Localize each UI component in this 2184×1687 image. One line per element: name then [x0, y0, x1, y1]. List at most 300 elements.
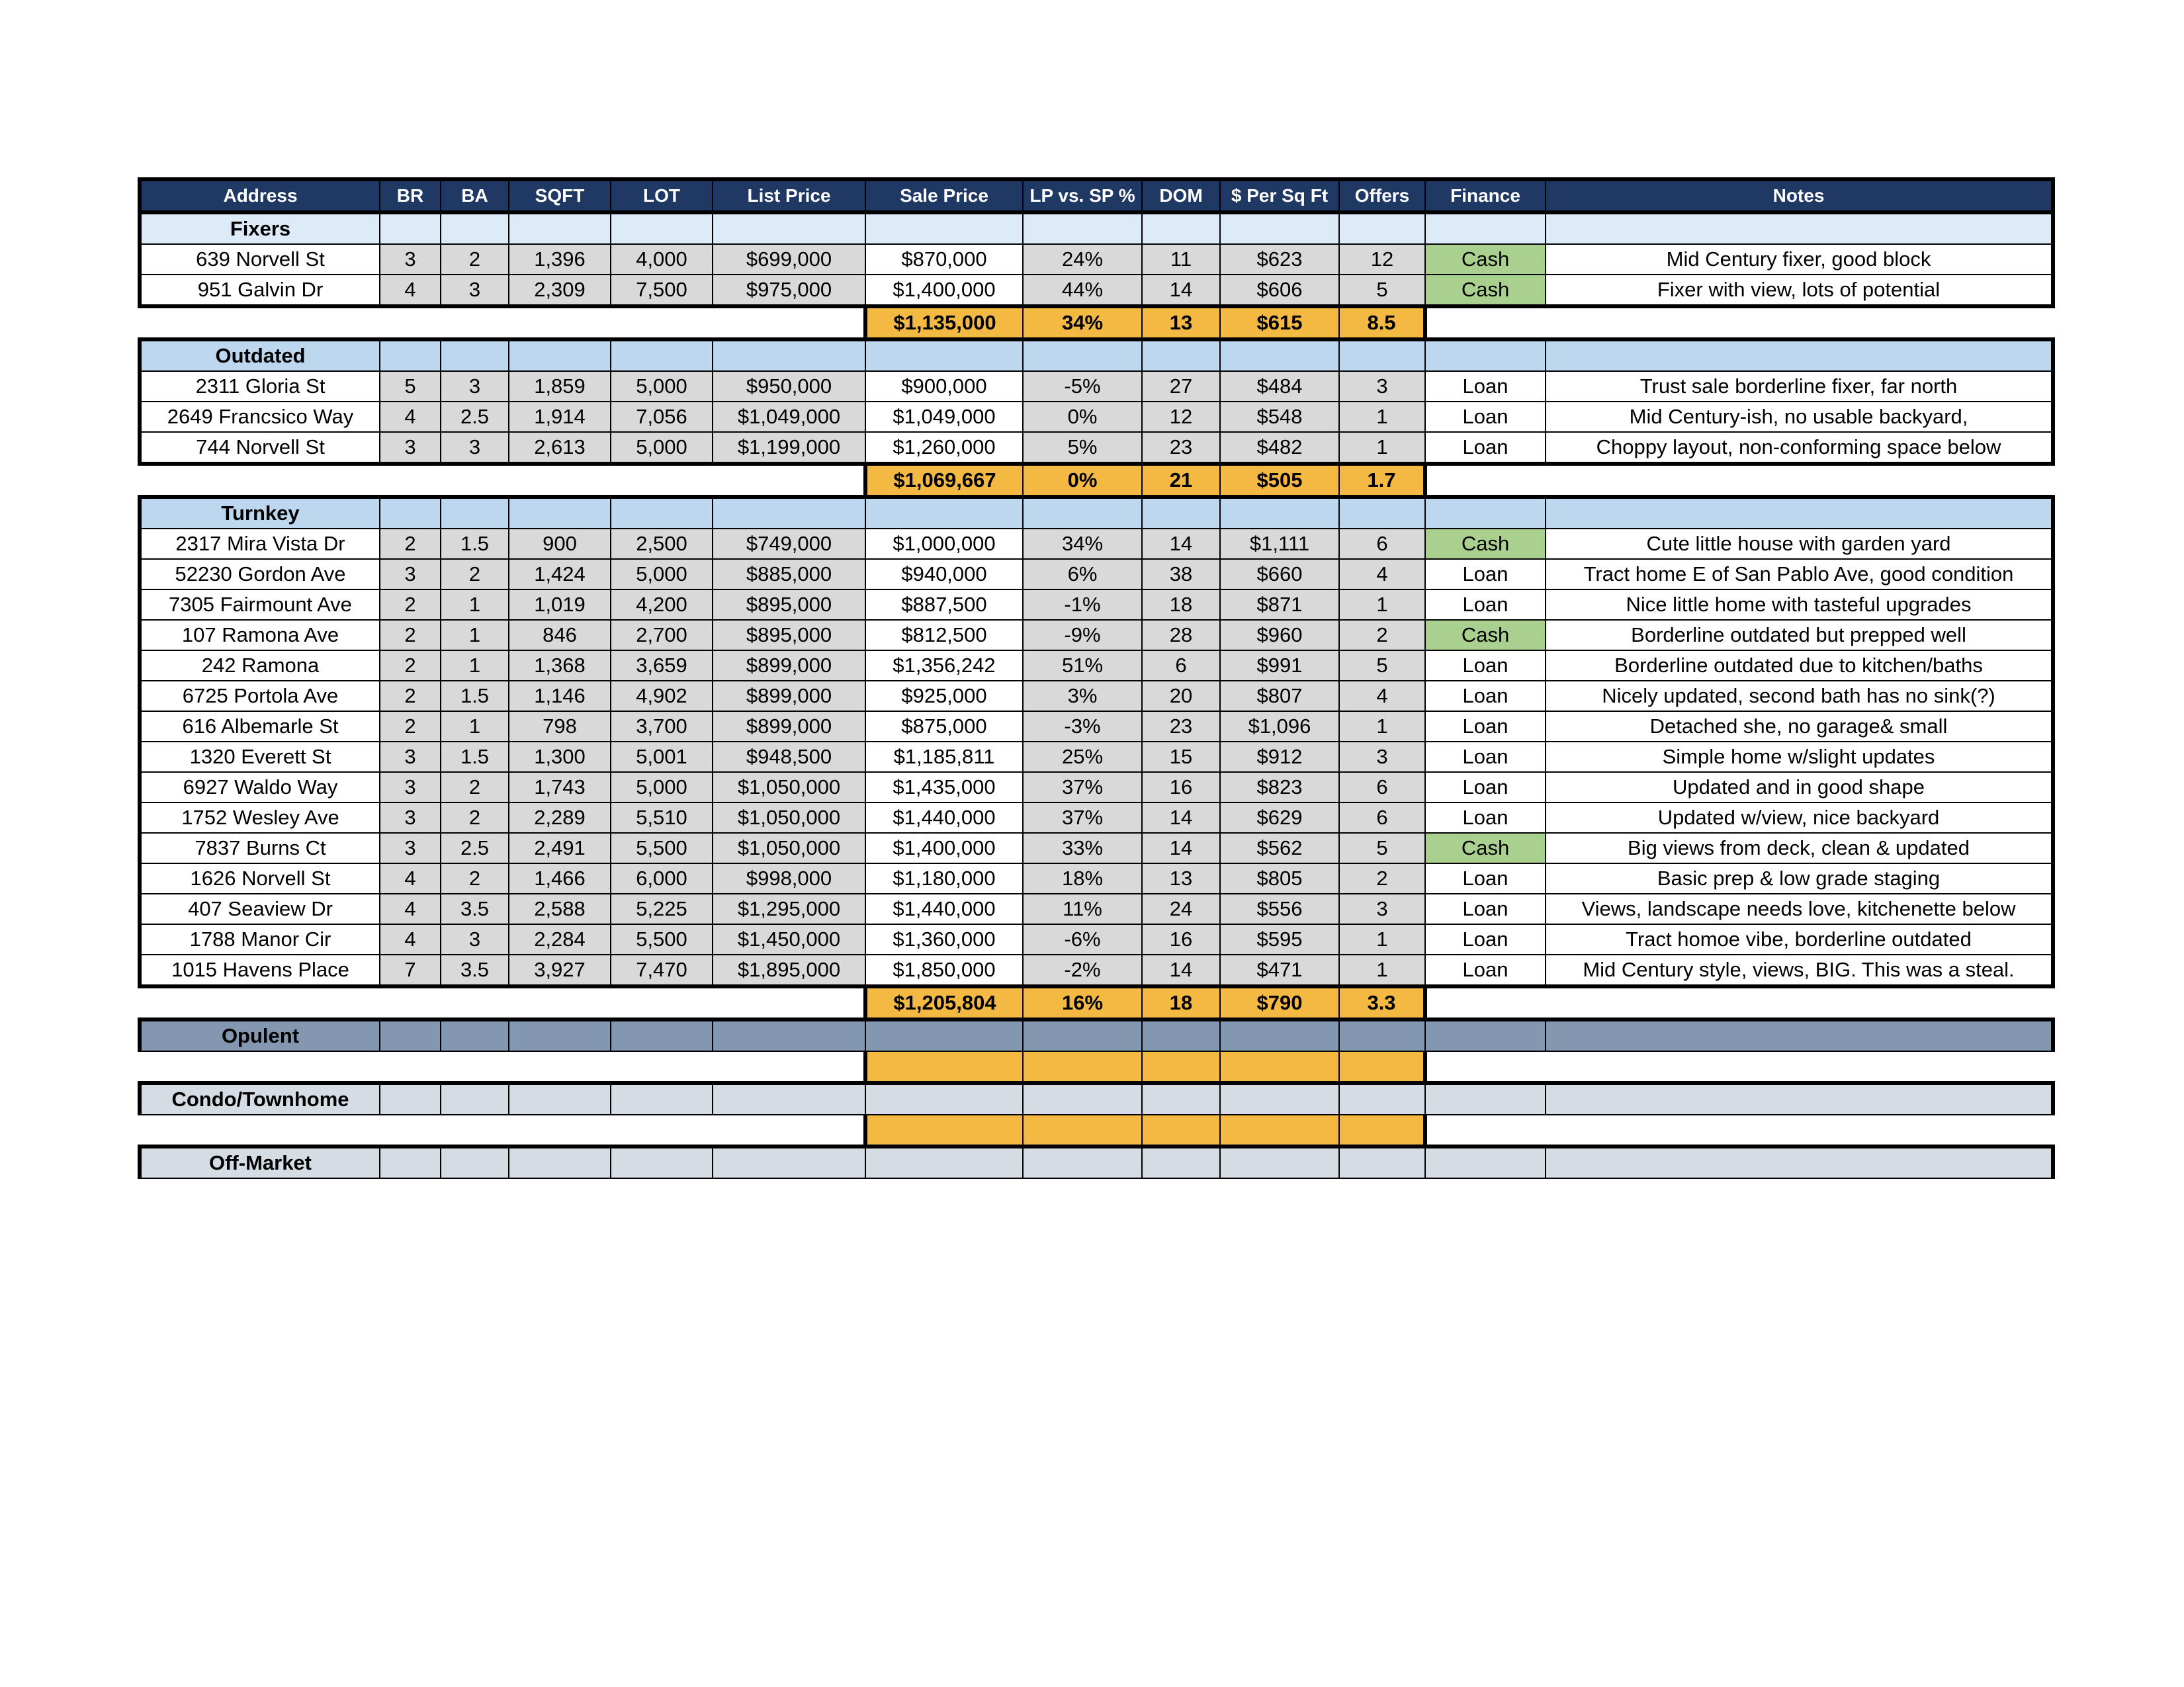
- cell-sale-price: $1,440,000: [865, 802, 1023, 833]
- cell-per-sqft: $471: [1220, 955, 1339, 986]
- section-label: Fixers: [140, 212, 380, 244]
- cell-dom: 14: [1142, 275, 1220, 306]
- cell-list-price: $948,500: [713, 742, 865, 772]
- section-cell: [380, 1146, 441, 1178]
- cell-list-price: $895,000: [713, 589, 865, 620]
- cell-lp-vs-sp: 34%: [1023, 529, 1142, 559]
- summary-lp-vs-sp: 34%: [1023, 306, 1142, 339]
- cell-sqft: 846: [509, 620, 611, 650]
- section-cell: [713, 212, 865, 244]
- cell-list-price: $895,000: [713, 620, 865, 650]
- summary-blank: [1425, 1051, 1546, 1083]
- cell-lp-vs-sp: 11%: [1023, 894, 1142, 924]
- cell-dom: 14: [1142, 955, 1220, 986]
- cell-per-sqft: $912: [1220, 742, 1339, 772]
- summary-blank: [140, 1051, 380, 1083]
- cell-notes: Mid Century style, views, BIG. This was a steal.: [1546, 955, 2053, 986]
- cell-br: 3: [380, 432, 441, 464]
- cell-address: 407 Seaview Dr: [140, 894, 380, 924]
- cell-sale-price: $900,000: [865, 371, 1023, 402]
- cell-address: 242 Ramona: [140, 650, 380, 681]
- summary-blank: [1425, 464, 1546, 497]
- cell-notes: Borderline outdated due to kitchen/baths: [1546, 650, 2053, 681]
- cell-list-price: $1,050,000: [713, 833, 865, 863]
- cell-lp-vs-sp: 44%: [1023, 275, 1142, 306]
- cell-per-sqft: $871: [1220, 589, 1339, 620]
- section-label: Condo/Townhome: [140, 1083, 380, 1115]
- summary-blank: [380, 1051, 441, 1083]
- cell-dom: 23: [1142, 432, 1220, 464]
- section-label: Outdated: [140, 339, 380, 371]
- section-cell: [713, 339, 865, 371]
- section-cell: [1425, 1019, 1546, 1051]
- section-cell: [611, 1146, 713, 1178]
- section-cell: [1142, 339, 1220, 371]
- header-br: BR: [380, 179, 441, 212]
- summary-blank: [1425, 1115, 1546, 1146]
- section-cell: [865, 339, 1023, 371]
- cell-offers: 1: [1339, 955, 1425, 986]
- summary-blank: [380, 986, 441, 1019]
- cell-sale-price: $940,000: [865, 559, 1023, 589]
- cell-address: 1788 Manor Cir: [140, 924, 380, 955]
- cell-lp-vs-sp: 18%: [1023, 863, 1142, 894]
- cell-ba: 2: [441, 802, 509, 833]
- cell-sqft: 1,859: [509, 371, 611, 402]
- cell-notes: Mid Century fixer, good block: [1546, 244, 2053, 275]
- section-cell: [1142, 1019, 1220, 1051]
- table-row: [140, 244, 2053, 275]
- cell-lot: 5,000: [611, 371, 713, 402]
- cell-lot: 5,000: [611, 432, 713, 464]
- cell-sale-price: $1,400,000: [865, 833, 1023, 863]
- table-row: [140, 371, 2053, 402]
- cell-sale-price: $925,000: [865, 681, 1023, 711]
- section-label: Turnkey: [140, 497, 380, 529]
- cell-finance: Loan: [1425, 589, 1546, 620]
- section-cell: [1546, 1146, 2053, 1178]
- cell-ba: 3.5: [441, 894, 509, 924]
- cell-lot: 5,001: [611, 742, 713, 772]
- summary-blank: [441, 464, 509, 497]
- cell-address: 744 Norvell St: [140, 432, 380, 464]
- section-cell: [611, 212, 713, 244]
- cell-ba: 3: [441, 275, 509, 306]
- cell-list-price: $885,000: [713, 559, 865, 589]
- section-cell: [1220, 1083, 1339, 1115]
- cell-lp-vs-sp: -1%: [1023, 589, 1142, 620]
- cell-br: 2: [380, 589, 441, 620]
- cell-per-sqft: $595: [1220, 924, 1339, 955]
- cell-notes: Nicely updated, second bath has no sink(?): [1546, 681, 2053, 711]
- cell-br: 3: [380, 559, 441, 589]
- cell-finance: Cash: [1425, 244, 1546, 275]
- cell-lot: 7,056: [611, 402, 713, 432]
- cell-br: 4: [380, 894, 441, 924]
- section-cell: [1023, 339, 1142, 371]
- cell-address: 107 Ramona Ave: [140, 620, 380, 650]
- section-cell: [1142, 497, 1220, 529]
- summary-blank: [509, 306, 611, 339]
- summary-blank: [140, 1115, 380, 1146]
- cell-dom: 13: [1142, 863, 1220, 894]
- cell-address: 2649 Francsico Way: [140, 402, 380, 432]
- header-finance: Finance: [1425, 179, 1546, 212]
- cell-lot: 5,000: [611, 772, 713, 802]
- summary-lp-vs-sp: [1023, 1115, 1142, 1146]
- header-per-sqft: $ Per Sq Ft: [1220, 179, 1339, 212]
- cell-ba: 2.5: [441, 833, 509, 863]
- summary-row: [140, 986, 2053, 1019]
- summary-blank: [509, 464, 611, 497]
- cell-br: 3: [380, 833, 441, 863]
- section-cell: [380, 497, 441, 529]
- cell-per-sqft: $562: [1220, 833, 1339, 863]
- section-cell: [611, 1083, 713, 1115]
- cell-offers: 1: [1339, 711, 1425, 742]
- cell-offers: 1: [1339, 432, 1425, 464]
- cell-sale-price: $1,260,000: [865, 432, 1023, 464]
- cell-dom: 16: [1142, 772, 1220, 802]
- cell-list-price: $699,000: [713, 244, 865, 275]
- cell-lp-vs-sp: 37%: [1023, 802, 1142, 833]
- cell-per-sqft: $629: [1220, 802, 1339, 833]
- cell-offers: 1: [1339, 924, 1425, 955]
- cell-finance: Cash: [1425, 529, 1546, 559]
- cell-offers: 5: [1339, 275, 1425, 306]
- section-cell: [380, 339, 441, 371]
- table-body: [140, 179, 2053, 1178]
- section-cell: [509, 212, 611, 244]
- section-cell: [1023, 1146, 1142, 1178]
- header-offers: Offers: [1339, 179, 1425, 212]
- cell-finance: Loan: [1425, 772, 1546, 802]
- header-ba: BA: [441, 179, 509, 212]
- cell-address: 616 Albemarle St: [140, 711, 380, 742]
- section-cell: [1546, 1019, 2053, 1051]
- section-cell: [1339, 339, 1425, 371]
- summary-blank: [1546, 986, 2053, 1019]
- cell-list-price: $1,050,000: [713, 772, 865, 802]
- cell-br: 4: [380, 275, 441, 306]
- summary-blank: [713, 464, 865, 497]
- cell-per-sqft: $1,096: [1220, 711, 1339, 742]
- table-row: [140, 650, 2053, 681]
- summary-per-sqft: $505: [1220, 464, 1339, 497]
- section-cell: [1339, 212, 1425, 244]
- cell-list-price: $1,295,000: [713, 894, 865, 924]
- cell-per-sqft: $991: [1220, 650, 1339, 681]
- cell-list-price: $975,000: [713, 275, 865, 306]
- cell-sale-price: $875,000: [865, 711, 1023, 742]
- cell-offers: 5: [1339, 650, 1425, 681]
- summary-sale-price: [865, 1051, 1023, 1083]
- cell-sqft: 2,613: [509, 432, 611, 464]
- cell-notes: Views, landscape needs love, kitchenette below: [1546, 894, 2053, 924]
- section-cell: [1339, 497, 1425, 529]
- cell-per-sqft: $482: [1220, 432, 1339, 464]
- cell-lp-vs-sp: 33%: [1023, 833, 1142, 863]
- table-row: [140, 772, 2053, 802]
- cell-offers: 3: [1339, 894, 1425, 924]
- section-cell: [1425, 339, 1546, 371]
- cell-br: 2: [380, 681, 441, 711]
- cell-br: 2: [380, 650, 441, 681]
- cell-ba: 1: [441, 620, 509, 650]
- summary-blank: [140, 464, 380, 497]
- sales-comparison-table: [138, 177, 2055, 1179]
- summary-blank: [509, 1115, 611, 1146]
- cell-notes: Cute little house with garden yard: [1546, 529, 2053, 559]
- cell-per-sqft: $484: [1220, 371, 1339, 402]
- table-row: [140, 589, 2053, 620]
- summary-lp-vs-sp: [1023, 1051, 1142, 1083]
- section-cell: [1425, 212, 1546, 244]
- section-cell: [509, 1083, 611, 1115]
- summary-blank: [713, 1115, 865, 1146]
- table-row: [140, 711, 2053, 742]
- summary-sale-price: $1,069,667: [865, 464, 1023, 497]
- cell-lot: 2,500: [611, 529, 713, 559]
- cell-sale-price: $1,356,242: [865, 650, 1023, 681]
- summary-blank: [713, 306, 865, 339]
- cell-lp-vs-sp: 37%: [1023, 772, 1142, 802]
- table-row: [140, 955, 2053, 986]
- section-row-opulent: [140, 1019, 2053, 1051]
- cell-notes: Detached she, no garage& small: [1546, 711, 2053, 742]
- cell-dom: 23: [1142, 711, 1220, 742]
- cell-lp-vs-sp: -2%: [1023, 955, 1142, 986]
- table-row: [140, 402, 2053, 432]
- cell-lp-vs-sp: 51%: [1023, 650, 1142, 681]
- summary-blank: [1425, 306, 1546, 339]
- cell-sale-price: $1,400,000: [865, 275, 1023, 306]
- cell-sale-price: $1,360,000: [865, 924, 1023, 955]
- cell-br: 7: [380, 955, 441, 986]
- summary-per-sqft: $615: [1220, 306, 1339, 339]
- cell-dom: 28: [1142, 620, 1220, 650]
- cell-sqft: 2,309: [509, 275, 611, 306]
- cell-sqft: 2,284: [509, 924, 611, 955]
- section-cell: [1142, 212, 1220, 244]
- section-row-condo: [140, 1083, 2053, 1115]
- cell-list-price: $899,000: [713, 650, 865, 681]
- section-cell: [1023, 1019, 1142, 1051]
- summary-blank: [509, 1051, 611, 1083]
- summary-row: [140, 1115, 2053, 1146]
- section-row-offmarket: [140, 1146, 2053, 1178]
- section-cell: [1220, 1019, 1339, 1051]
- cell-ba: 1: [441, 711, 509, 742]
- cell-dom: 12: [1142, 402, 1220, 432]
- cell-sale-price: $870,000: [865, 244, 1023, 275]
- summary-blank: [1425, 986, 1546, 1019]
- summary-row: [140, 306, 2053, 339]
- cell-address: 2317 Mira Vista Dr: [140, 529, 380, 559]
- cell-finance: Loan: [1425, 802, 1546, 833]
- summary-sale-price: [865, 1115, 1023, 1146]
- cell-br: 2: [380, 711, 441, 742]
- cell-list-price: $1,199,000: [713, 432, 865, 464]
- summary-blank: [713, 1051, 865, 1083]
- cell-offers: 2: [1339, 863, 1425, 894]
- section-cell: [1425, 1083, 1546, 1115]
- table-row: [140, 275, 2053, 306]
- cell-sqft: 798: [509, 711, 611, 742]
- section-cell: [1339, 1019, 1425, 1051]
- cell-ba: 1.5: [441, 742, 509, 772]
- cell-sale-price: $1,049,000: [865, 402, 1023, 432]
- summary-blank: [441, 306, 509, 339]
- cell-notes: Tract homoe vibe, borderline outdated: [1546, 924, 2053, 955]
- cell-offers: 12: [1339, 244, 1425, 275]
- table-row: [140, 802, 2053, 833]
- cell-notes: Choppy layout, non-conforming space below: [1546, 432, 2053, 464]
- summary-blank: [441, 1051, 509, 1083]
- cell-lot: 5,500: [611, 924, 713, 955]
- table-row: [140, 924, 2053, 955]
- table-row: [140, 894, 2053, 924]
- header-list-price: List Price: [713, 179, 865, 212]
- cell-notes: Mid Century-ish, no usable backyard,: [1546, 402, 2053, 432]
- cell-offers: 6: [1339, 529, 1425, 559]
- cell-sqft: 3,927: [509, 955, 611, 986]
- cell-offers: 1: [1339, 402, 1425, 432]
- section-cell: [509, 1146, 611, 1178]
- summary-blank: [611, 306, 713, 339]
- summary-dom: 18: [1142, 986, 1220, 1019]
- section-cell: [865, 212, 1023, 244]
- cell-address: 639 Norvell St: [140, 244, 380, 275]
- cell-notes: Trust sale borderline fixer, far north: [1546, 371, 2053, 402]
- cell-list-price: $1,895,000: [713, 955, 865, 986]
- cell-notes: Tract home E of San Pablo Ave, good condition: [1546, 559, 2053, 589]
- cell-per-sqft: $960: [1220, 620, 1339, 650]
- cell-sale-price: $1,440,000: [865, 894, 1023, 924]
- cell-notes: Updated and in good shape: [1546, 772, 2053, 802]
- cell-dom: 16: [1142, 924, 1220, 955]
- section-cell: [1220, 212, 1339, 244]
- cell-finance: Loan: [1425, 559, 1546, 589]
- cell-lot: 5,500: [611, 833, 713, 863]
- section-cell: [1546, 1083, 2053, 1115]
- cell-ba: 2: [441, 244, 509, 275]
- cell-dom: 14: [1142, 802, 1220, 833]
- cell-notes: Fixer with view, lots of potential: [1546, 275, 2053, 306]
- section-cell: [1220, 1146, 1339, 1178]
- cell-notes: Big views from deck, clean & updated: [1546, 833, 2053, 863]
- cell-per-sqft: $1,111: [1220, 529, 1339, 559]
- table-row: [140, 742, 2053, 772]
- cell-lp-vs-sp: 6%: [1023, 559, 1142, 589]
- cell-list-price: $950,000: [713, 371, 865, 402]
- summary-blank: [509, 986, 611, 1019]
- section-cell: [1425, 1146, 1546, 1178]
- cell-list-price: $1,049,000: [713, 402, 865, 432]
- section-cell: [1546, 497, 2053, 529]
- header-lot: LOT: [611, 179, 713, 212]
- cell-lot: 3,659: [611, 650, 713, 681]
- cell-lot: 3,700: [611, 711, 713, 742]
- section-cell: [509, 339, 611, 371]
- cell-list-price: $899,000: [713, 681, 865, 711]
- summary-per-sqft: [1220, 1051, 1339, 1083]
- summary-dom: 21: [1142, 464, 1220, 497]
- cell-finance: Loan: [1425, 894, 1546, 924]
- section-cell: [713, 1083, 865, 1115]
- cell-address: 6927 Waldo Way: [140, 772, 380, 802]
- cell-lot: 7,470: [611, 955, 713, 986]
- cell-address: 7305 Fairmount Ave: [140, 589, 380, 620]
- cell-dom: 24: [1142, 894, 1220, 924]
- table-row: [140, 681, 2053, 711]
- section-cell: [865, 1019, 1023, 1051]
- summary-blank: [611, 1051, 713, 1083]
- cell-sqft: 2,491: [509, 833, 611, 863]
- summary-blank: [140, 306, 380, 339]
- section-cell: [441, 339, 509, 371]
- cell-finance: Cash: [1425, 620, 1546, 650]
- section-cell: [1339, 1146, 1425, 1178]
- cell-sale-price: $1,185,811: [865, 742, 1023, 772]
- cell-br: 4: [380, 863, 441, 894]
- summary-sale-price: $1,135,000: [865, 306, 1023, 339]
- table-row: [140, 833, 2053, 863]
- cell-address: 7837 Burns Ct: [140, 833, 380, 863]
- cell-dom: 11: [1142, 244, 1220, 275]
- cell-offers: 1: [1339, 589, 1425, 620]
- cell-br: 3: [380, 802, 441, 833]
- section-cell: [441, 497, 509, 529]
- summary-blank: [441, 1115, 509, 1146]
- summary-offers: 8.5: [1339, 306, 1425, 339]
- table-row: [140, 432, 2053, 464]
- summary-per-sqft: [1220, 1115, 1339, 1146]
- cell-br: 3: [380, 772, 441, 802]
- cell-finance: Loan: [1425, 711, 1546, 742]
- cell-offers: 4: [1339, 559, 1425, 589]
- cell-lot: 7,500: [611, 275, 713, 306]
- section-label: Off-Market: [140, 1146, 380, 1178]
- cell-finance: Loan: [1425, 402, 1546, 432]
- cell-list-price: $1,450,000: [713, 924, 865, 955]
- section-cell: [380, 212, 441, 244]
- summary-row: [140, 464, 2053, 497]
- summary-blank: [380, 464, 441, 497]
- cell-br: 3: [380, 244, 441, 275]
- summary-dom: [1142, 1051, 1220, 1083]
- cell-offers: 6: [1339, 802, 1425, 833]
- cell-notes: Basic prep & low grade staging: [1546, 863, 2053, 894]
- cell-notes: Borderline outdated but prepped well: [1546, 620, 2053, 650]
- cell-sale-price: $812,500: [865, 620, 1023, 650]
- cell-lp-vs-sp: 24%: [1023, 244, 1142, 275]
- summary-blank: [140, 986, 380, 1019]
- cell-lp-vs-sp: -3%: [1023, 711, 1142, 742]
- cell-ba: 1.5: [441, 529, 509, 559]
- cell-offers: 2: [1339, 620, 1425, 650]
- cell-dom: 14: [1142, 529, 1220, 559]
- summary-blank: [441, 986, 509, 1019]
- cell-lp-vs-sp: 5%: [1023, 432, 1142, 464]
- summary-sale-price: $1,205,804: [865, 986, 1023, 1019]
- cell-dom: 15: [1142, 742, 1220, 772]
- table-row: [140, 559, 2053, 589]
- cell-ba: 3: [441, 371, 509, 402]
- cell-finance: Loan: [1425, 650, 1546, 681]
- cell-sale-price: $1,435,000: [865, 772, 1023, 802]
- cell-list-price: $1,050,000: [713, 802, 865, 833]
